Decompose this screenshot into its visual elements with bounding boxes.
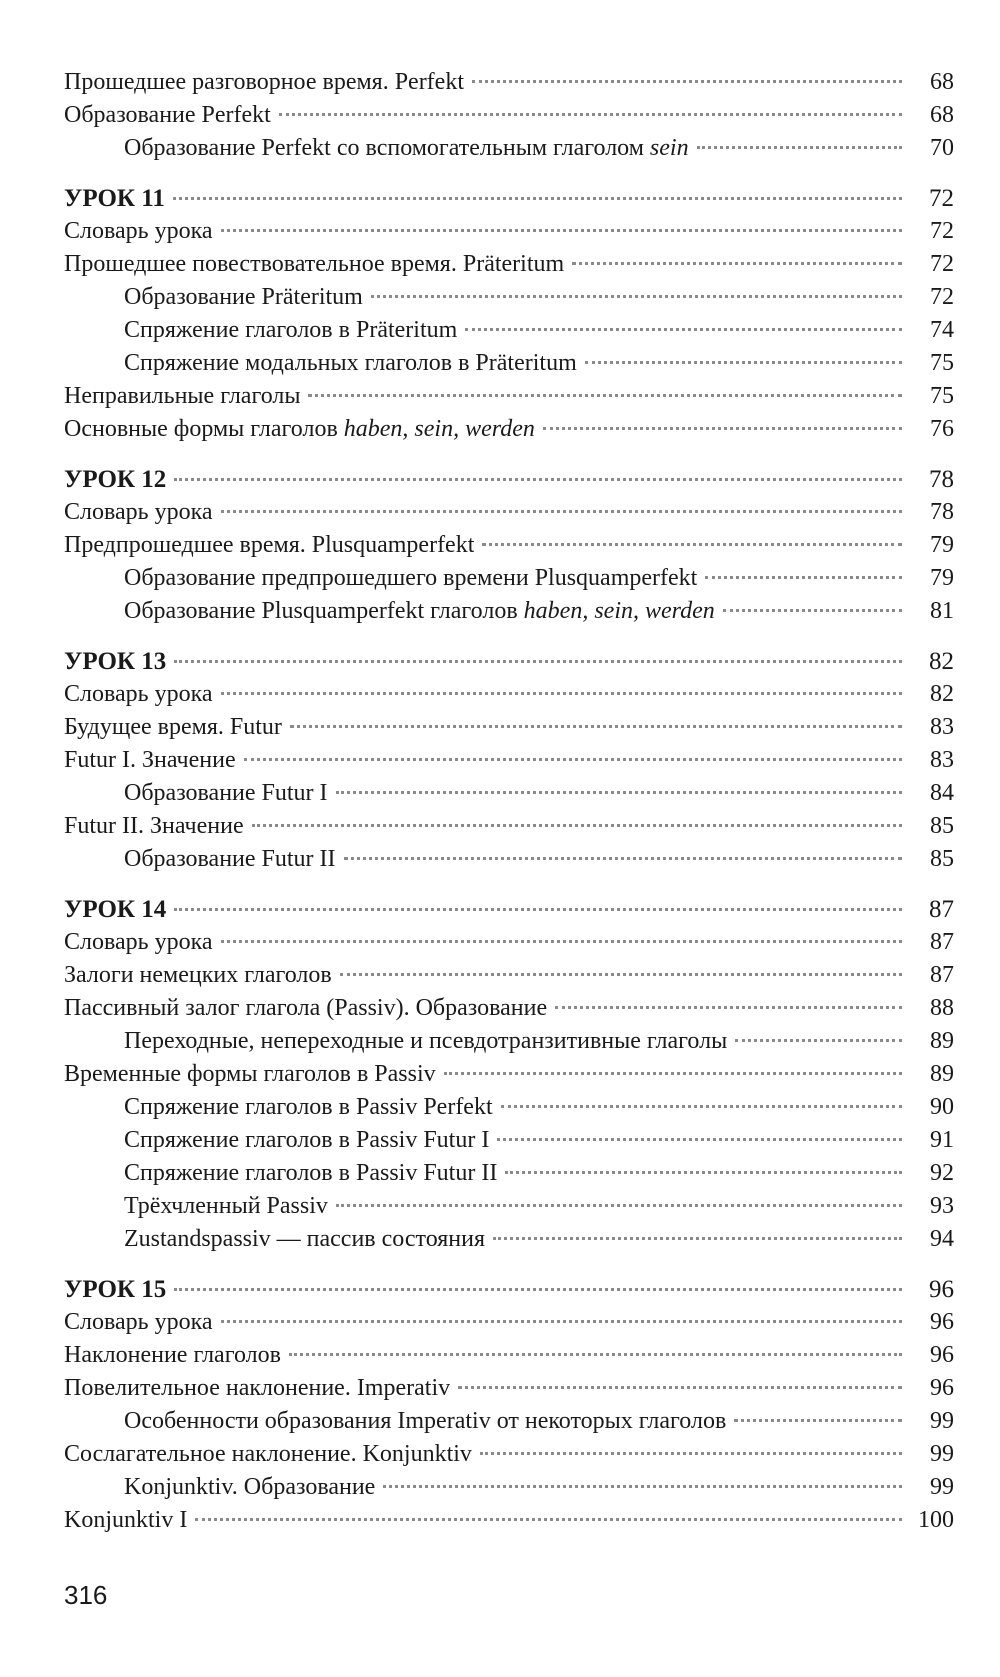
dot-leader: [543, 427, 902, 430]
toc-entry: [64, 1306, 954, 1339]
toc-entry-title: [64, 645, 166, 678]
toc-entry-title: [64, 959, 332, 992]
toc-entry-title: [64, 215, 213, 248]
dot-leader: [195, 1518, 902, 1521]
toc-subentry: [64, 1223, 954, 1256]
table-of-contents: [64, 66, 954, 1537]
toc-entry-text: Образование Futur I: [124, 780, 328, 806]
toc-page-number: 90: [930, 1094, 954, 1120]
toc-entry-text: Повелительное наклонение. Imperativ: [64, 1375, 451, 1401]
toc-entry-text: Словарь урока: [64, 1309, 213, 1335]
toc-entry-text: Прошедшее повествовательное время. Präteritum: [64, 251, 565, 277]
toc-entry-title: [124, 1091, 493, 1124]
toc-entry: [64, 810, 954, 843]
toc-entry-italic-text: haben, sein, werden: [523, 598, 715, 624]
dot-leader: [371, 295, 902, 298]
toc-entry: [64, 215, 954, 248]
dot-leader: [336, 791, 902, 794]
toc-entry-text: Словарь урока: [64, 929, 213, 955]
toc-page-number: 94: [930, 1226, 954, 1252]
dot-leader: [505, 1171, 902, 1174]
toc-subentry: [64, 595, 954, 628]
toc-entry-title: [124, 1157, 497, 1190]
toc-entry-title: [124, 132, 689, 165]
toc-entry-text: Futur II. Значение: [64, 813, 244, 839]
dot-leader: [735, 1039, 902, 1042]
toc-page-number: 75: [930, 383, 954, 409]
dot-leader: [221, 510, 902, 513]
dot-leader: [383, 1485, 902, 1488]
toc-entry-title: [64, 380, 300, 413]
toc-entry: [64, 496, 954, 529]
toc-entry-text: Konjunktiv I: [64, 1507, 188, 1533]
toc-subentry: [64, 1190, 954, 1223]
dot-leader: [221, 940, 902, 943]
dot-leader: [290, 725, 902, 728]
toc-entry-text: УРОК 13: [64, 648, 167, 675]
toc-entry-title: [64, 1372, 450, 1405]
toc-subentry: [64, 1471, 954, 1504]
dot-leader: [444, 1072, 902, 1075]
toc-page-number: 78: [929, 466, 954, 493]
toc-lesson-heading: [64, 645, 954, 678]
dot-leader: [289, 1353, 902, 1356]
toc-page-number: 72: [929, 185, 954, 212]
toc-entry-title: [64, 99, 271, 132]
toc-page-number: 89: [930, 1028, 954, 1054]
toc-page-number: 99: [930, 1474, 954, 1500]
toc-page-number: 87: [929, 896, 954, 923]
dot-leader: [480, 1452, 902, 1455]
toc-page-number: 79: [930, 565, 954, 591]
toc-subentry: [64, 314, 954, 347]
toc-page-number: 96: [930, 1309, 954, 1335]
toc-entry-text: Будущее время. Futur: [64, 714, 282, 740]
toc-entry: [64, 959, 954, 992]
toc-entry: [64, 413, 954, 446]
toc-page-number: 92: [930, 1160, 954, 1186]
toc-page-number: 74: [930, 317, 954, 343]
toc-entry: [64, 1504, 954, 1537]
toc-entry: [64, 529, 954, 562]
toc-entry-text: Словарь урока: [64, 218, 213, 244]
toc-entry-title: [64, 1339, 281, 1372]
toc-entry-text: Образование Plusquamperfekt глаголов: [124, 598, 524, 624]
toc-page-number: 87: [930, 962, 954, 988]
toc-entry-text: Образование Futur II: [124, 846, 336, 872]
toc-entry-text: Прошедшее разговорное время. Perfekt: [64, 69, 464, 95]
toc-entry-text: Временные формы глаголов в Passiv: [64, 1061, 436, 1087]
toc-entry-title: [64, 1058, 436, 1091]
page-number: 316: [64, 1580, 108, 1610]
dot-leader: [340, 973, 902, 976]
toc-entry-title: [124, 1405, 726, 1438]
toc-entry-title: [64, 678, 213, 711]
toc-page-number: 75: [930, 350, 954, 376]
dot-leader: [482, 543, 902, 546]
toc-entry: [64, 992, 954, 1025]
toc-entry-title: [124, 281, 363, 314]
toc-lesson-heading: [64, 463, 954, 496]
dot-leader: [221, 692, 902, 695]
toc-page-number: 82: [929, 648, 954, 675]
toc-entry-text: Неправильные глаголы: [64, 383, 301, 409]
toc-entry-title: [64, 711, 282, 744]
dot-leader: [308, 394, 902, 397]
toc-page-number: 96: [929, 1276, 954, 1303]
toc-entry: [64, 711, 954, 744]
dot-leader: [723, 609, 902, 612]
toc-entry-title: [64, 926, 213, 959]
dot-leader: [697, 146, 902, 149]
toc-entry-text: УРОК 14: [64, 896, 167, 923]
toc-subentry: [64, 281, 954, 314]
toc-page-number: 79: [930, 532, 954, 558]
toc-subentry: [64, 1025, 954, 1058]
toc-entry-title: [64, 182, 165, 215]
toc-subentry: [64, 562, 954, 595]
dot-leader: [174, 1288, 902, 1291]
toc-page-number: 70: [930, 135, 954, 161]
toc-entry-title: [64, 1504, 187, 1537]
toc-entry-text: Zustandspassiv — пассив состояния: [124, 1226, 486, 1252]
toc-entry: [64, 926, 954, 959]
toc-entry-text: Спряжение глаголов в Passiv Futur I: [124, 1127, 490, 1153]
toc-entry: [64, 1339, 954, 1372]
toc-entry-title: [64, 1438, 472, 1471]
toc-subentry: [64, 843, 954, 876]
toc-entry-text: Словарь урока: [64, 499, 213, 525]
toc-entry-text: Образование Perfekt: [64, 102, 271, 128]
toc-subentry: [64, 1124, 954, 1157]
toc-page-number: 87: [930, 929, 954, 955]
toc-page-number: 82: [930, 681, 954, 707]
toc-subentry: [64, 1157, 954, 1190]
dot-leader: [252, 824, 902, 827]
dot-leader: [174, 478, 902, 481]
toc-entry-title: [64, 66, 464, 99]
dot-leader: [493, 1237, 902, 1240]
toc-entry-title: [64, 496, 213, 529]
dot-leader: [501, 1105, 902, 1108]
dot-leader: [705, 576, 902, 579]
toc-page-number: 72: [930, 218, 954, 244]
dot-leader: [221, 1320, 902, 1323]
toc-subentry: [64, 132, 954, 165]
toc-entry-text: Спряжение глаголов в Präteritum: [124, 317, 458, 343]
toc-entry-title: [64, 744, 236, 777]
toc-entry-text: Предпрошедшее время. Plusquamperfekt: [64, 532, 475, 558]
dot-leader: [174, 660, 902, 663]
toc-page-number: 78: [930, 499, 954, 525]
toc-page-number: 76: [930, 416, 954, 442]
toc-entry: [64, 380, 954, 413]
toc-entry: [64, 1372, 954, 1405]
toc-entry-italic-text: sein: [649, 135, 689, 161]
dot-leader: [221, 229, 902, 232]
toc-entry: [64, 99, 954, 132]
toc-page-number: 89: [930, 1061, 954, 1087]
toc-entry-text: Сослагательное наклонение. Konjunktiv: [64, 1441, 472, 1467]
toc-page-number: 84: [930, 780, 954, 806]
toc-page-number: 99: [930, 1441, 954, 1467]
toc-entry: [64, 1438, 954, 1471]
toc-entry-text: Спряжение глаголов в Passiv Futur II: [124, 1160, 498, 1186]
toc-page-number: 96: [930, 1342, 954, 1368]
dot-leader: [344, 857, 902, 860]
toc-entry-title: [64, 529, 474, 562]
toc-entry-title: [124, 777, 328, 810]
toc-entry-text: Образование Perfekt со вспомогательным глаголом: [124, 135, 650, 161]
dot-leader: [336, 1204, 902, 1207]
toc-entry-text: УРОК 12: [64, 466, 167, 493]
toc-entry-title: [124, 1471, 375, 1504]
toc-page-number: 85: [930, 846, 954, 872]
toc-entry-title: [124, 595, 715, 628]
toc-entry-text: Трёхчленный Passiv: [124, 1193, 328, 1219]
toc-page-number: 88: [930, 995, 954, 1021]
toc-entry-title: [64, 893, 166, 926]
toc-entry-text: УРОК 15: [64, 1276, 167, 1303]
toc-page-number: 68: [930, 69, 954, 95]
toc-page-number: 81: [930, 598, 954, 624]
toc-subentry: [64, 1091, 954, 1124]
toc-page-number: 68: [930, 102, 954, 128]
dot-leader: [585, 361, 902, 364]
toc-entry: [64, 1058, 954, 1091]
toc-lesson-heading: [64, 893, 954, 926]
toc-subentry: [64, 777, 954, 810]
toc-lesson-heading: [64, 1273, 954, 1306]
toc-entry-italic-text: haben, sein, werden: [343, 416, 535, 442]
toc-page-number: 91: [930, 1127, 954, 1153]
toc-entry: [64, 248, 954, 281]
toc-entry-text: Пассивный залог глагола (Passiv). Образование: [64, 995, 548, 1021]
dot-leader: [572, 262, 902, 265]
toc-entry-title: [64, 992, 547, 1025]
toc-entry-text: Залоги немецких глаголов: [64, 962, 332, 988]
toc-entry: [64, 678, 954, 711]
dot-leader: [458, 1386, 902, 1389]
toc-entry-title: [64, 810, 244, 843]
toc-entry-title: [124, 843, 336, 876]
toc-page-number: 83: [930, 714, 954, 740]
toc-entry-text: Образование Präteritum: [124, 284, 363, 310]
toc-subentry: [64, 1405, 954, 1438]
toc-entry-text: Особенности образования Imperativ от некоторых глаголов: [124, 1408, 727, 1434]
dot-leader: [497, 1138, 902, 1141]
toc-page-number: 83: [930, 747, 954, 773]
toc-entry-text: Основные формы глаголов: [64, 416, 344, 442]
toc-entry: [64, 66, 954, 99]
toc-entry-title: [124, 562, 697, 595]
dot-leader: [279, 113, 902, 116]
toc-entry-title: [64, 1306, 213, 1339]
toc-entry-title: [124, 1025, 727, 1058]
toc-entry-text: Спряжение модальных глаголов в Präteritum: [124, 350, 577, 376]
toc-entry-text: Наклонение глаголов: [64, 1342, 281, 1368]
toc-page-number: 96: [930, 1375, 954, 1401]
toc-entry-text: Переходные, непереходные и псевдотранзитивные глаголы: [124, 1028, 728, 1054]
dot-leader: [465, 328, 902, 331]
toc-page-number: 99: [930, 1408, 954, 1434]
toc-entry-text: Konjunktiv. Образование: [124, 1474, 376, 1500]
toc-entry: [64, 744, 954, 777]
toc-entry-title: [124, 1124, 489, 1157]
toc-page-number: 93: [930, 1193, 954, 1219]
toc-entry-title: [124, 1190, 328, 1223]
toc-entry-title: [124, 1223, 485, 1256]
toc-entry-title: [64, 463, 166, 496]
toc-entry-text: Образование предпрошедшего времени Plusquamperfekt: [124, 565, 698, 591]
dot-leader: [174, 908, 902, 911]
dot-leader: [244, 758, 902, 761]
dot-leader: [555, 1006, 902, 1009]
toc-entry-title: [124, 314, 457, 347]
toc-lesson-heading: [64, 182, 954, 215]
toc-entry-text: Futur I. Значение: [64, 747, 236, 773]
toc-entry-title: [64, 413, 535, 446]
toc-entry-title: [64, 248, 564, 281]
dot-leader: [472, 80, 902, 83]
toc-entry-text: Словарь урока: [64, 681, 213, 707]
dot-leader: [734, 1419, 902, 1422]
toc-entry-title: [64, 1273, 166, 1306]
toc-page-number: 72: [930, 251, 954, 277]
toc-entry-text: УРОК 11: [64, 185, 165, 212]
toc-entry-text: Спряжение глаголов в Passiv Perfekt: [124, 1094, 493, 1120]
toc-page-number: 100: [918, 1507, 954, 1533]
toc-page-number: 72: [930, 284, 954, 310]
dot-leader: [173, 197, 902, 200]
toc-subentry: [64, 347, 954, 380]
toc-entry-title: [124, 347, 577, 380]
toc-page-number: 85: [930, 813, 954, 839]
